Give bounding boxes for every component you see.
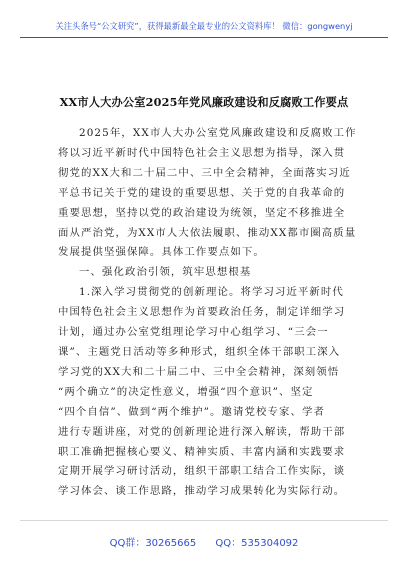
footer-divider bbox=[20, 520, 388, 521]
text-line: 学习党的XX大和二十届二中、三中全会精神，深刻领悟 bbox=[58, 365, 340, 378]
text-line: 一、强化政治引领，筑牢思想根基 bbox=[79, 266, 252, 279]
text-line: 彻党的XX大和二十届二中、三中全会精神，全面落实习近 bbox=[58, 166, 351, 179]
text-line: 1.深入学习贯彻党的创新理论。将学习习近平新时代 bbox=[79, 286, 344, 299]
text-line: 将以习近平新时代中国特色社会主义思想为指导，深入贯 bbox=[58, 146, 346, 159]
document-body bbox=[58, 124, 357, 502]
footer-contacts bbox=[0, 534, 408, 549]
text-line: 计划，通过办公室党组理论学习中心组学习、“三会一 bbox=[58, 326, 329, 339]
intro-paragraph bbox=[58, 124, 357, 263]
text-line: 面从严治党，为XX市人大依法履职、推动XX都市圈高质量 bbox=[58, 226, 357, 239]
section-heading bbox=[58, 263, 350, 283]
item-paragraph bbox=[58, 283, 350, 502]
text-line: 职工准确把握核心要义、精神实质、丰富内涵和实践要求 bbox=[58, 445, 346, 458]
footer-qq: QQ：535304092 bbox=[215, 538, 299, 549]
text-line: 发展提供坚强保障。具体工作要点如下。 bbox=[58, 246, 265, 259]
header-notice: 关注头条号“公文研究”，获得最新最全最专业的公文资料库！ 微信：gongwenyj bbox=[55, 21, 353, 31]
text-line: 课”、主题党日活动等多种形式，组织全体干部职工深入 bbox=[58, 345, 341, 358]
footer-qq-group: QQ群：30265665 bbox=[109, 538, 197, 549]
text-line: 进行专题讲座，对党的创新理论进行深入解读，帮助干部 bbox=[58, 425, 346, 438]
text-line: “四个自信”、做到“两个维护”。邀请党校专家、学者 bbox=[58, 405, 325, 418]
text-line: 中国特色社会主义思想作为首要政治任务，制定详细学习 bbox=[58, 306, 346, 319]
text-line: 重要思想，坚持以党的政治建设为统领，坚定不移推进全 bbox=[58, 206, 346, 219]
text-line: 平总书记关于党的建设的重要思想、关于党的自我革命的 bbox=[58, 186, 346, 199]
text-line: “两个确立”的决定性意义，增强“四个意识”、坚定 bbox=[58, 385, 314, 398]
header-divider bbox=[20, 37, 388, 38]
text-line: 定期开展学习研讨活动，组织干部职工结合工作实际，谈 bbox=[58, 465, 346, 478]
document-title: XX市人大办公室2025年党风廉政建设和反腐败工作要点 bbox=[59, 95, 349, 109]
text-line: 学习体会、谈工作思路，推动学习成果转化为实际行动。 bbox=[58, 485, 346, 498]
text-line: 2025年，XX市人大办公室党风廉政建设和反腐败工作 bbox=[79, 127, 357, 139]
